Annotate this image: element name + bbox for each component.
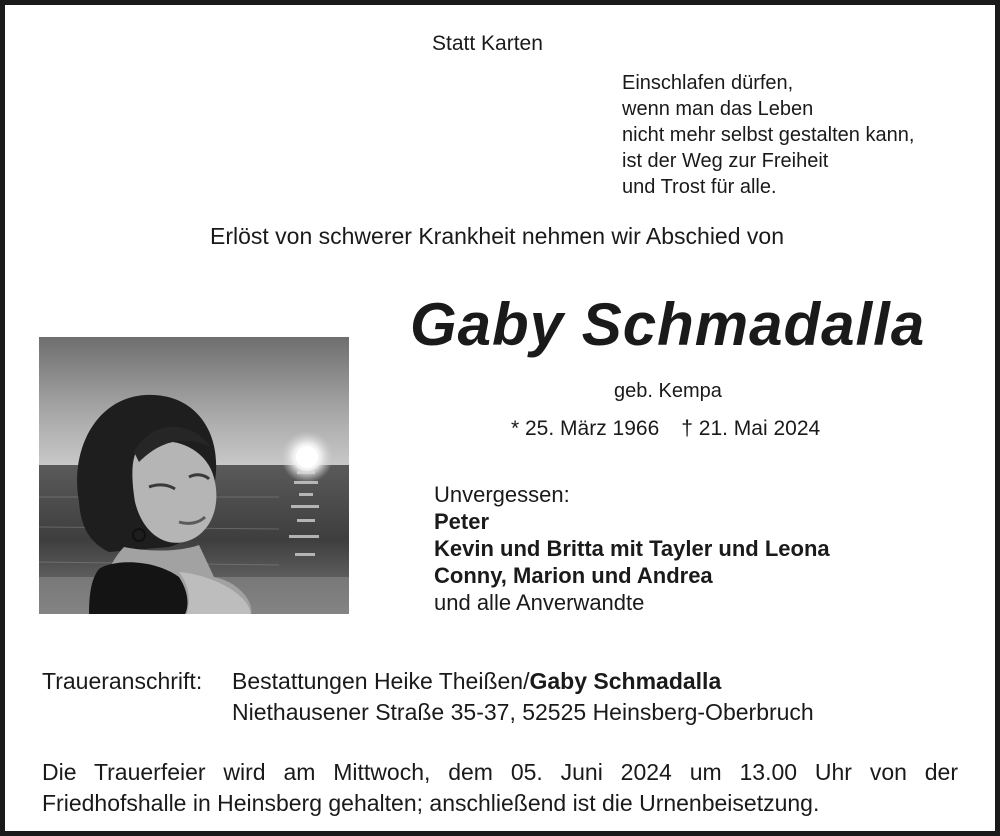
poem-line: und Trost für alle.	[622, 176, 777, 198]
portrait-photo	[39, 337, 349, 614]
statt-karten: Statt Karten	[432, 32, 543, 55]
service-details	[42, 757, 958, 819]
service-line-1: Die Trauerfeier wird am Mittwoch, dem 05. Juni 2024 um 13.00 Uhr von der	[42, 759, 958, 785]
poem-line: ist der Weg zur Freiheit	[622, 150, 829, 172]
mourners-heading: Unvergessen:	[434, 482, 570, 507]
mourners-block	[434, 481, 830, 616]
mourners-closing: und alle Anverwandte	[434, 590, 645, 615]
poem-line: nicht mehr selbst gestalten kann,	[622, 124, 915, 146]
poem	[622, 70, 914, 200]
address-line-1	[232, 666, 721, 697]
deceased-name: Gaby Schmadalla	[410, 291, 926, 358]
address-line-1-plain: Bestattungen Heike Theißen/	[232, 668, 530, 694]
poem-line: wenn man das Leben	[622, 98, 814, 120]
mourner-name: Kevin und Britta mit Tayler und Leona	[434, 536, 830, 561]
life-dates	[511, 417, 820, 441]
poem-line: Einschlafen dürfen,	[622, 72, 794, 94]
intro-text: Erlöst von schwerer Krankheit nehmen wir Abschied von	[209, 223, 784, 249]
birth-name: geb. Kempa	[614, 380, 722, 402]
address-line-2: Niethausener Straße 35-37, 52525 Heinsberg-Oberbruch	[232, 699, 814, 725]
birth-date: * 25. März 1966	[511, 417, 660, 440]
mourner-name: Peter	[434, 509, 490, 534]
address-label: Traueranschrift:	[42, 668, 203, 694]
service-line-2: Friedhofshalle in Heinsberg gehalten; anschließend ist die Urnenbeisetzung.	[42, 790, 820, 816]
mourner-name: Conny, Marion und Andrea	[434, 563, 713, 588]
address-line-1-bold: Gaby Schmadalla	[529, 668, 722, 694]
death-date: † 21. Mai 2024	[681, 417, 821, 440]
portrait-photo-icon	[39, 337, 349, 614]
condolence-address	[42, 666, 814, 728]
